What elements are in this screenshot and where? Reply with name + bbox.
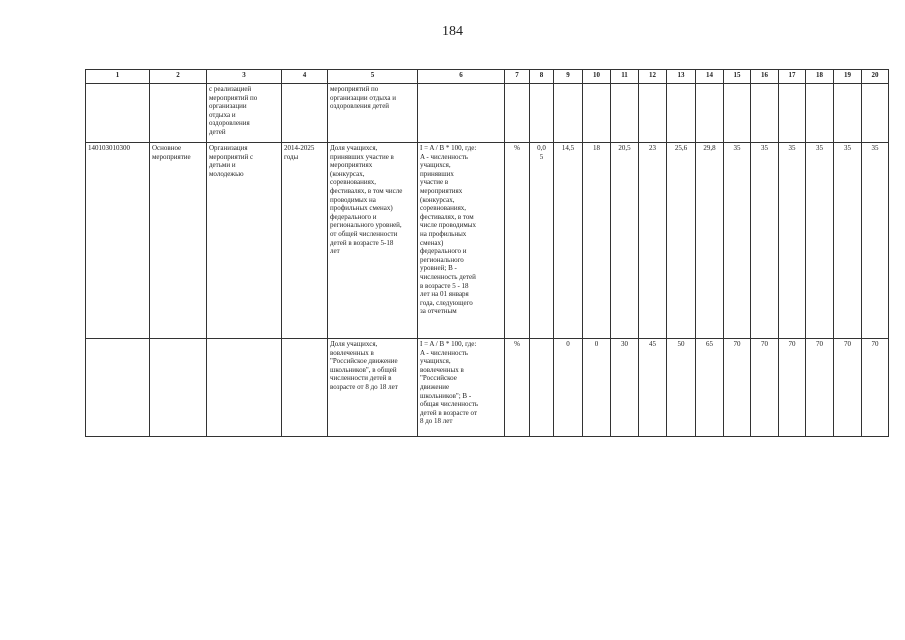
col-header: 15: [724, 70, 751, 84]
cell-value: 70: [724, 339, 751, 437]
cell-code: 14010З010300: [86, 143, 150, 339]
cell-value: 70: [806, 339, 834, 437]
col-header: 3: [207, 70, 282, 84]
col-header: 17: [779, 70, 806, 84]
cell-value: 45: [639, 339, 667, 437]
col-header: 5: [328, 70, 418, 84]
col-header: 9: [554, 70, 583, 84]
cell-value: 35: [779, 143, 806, 339]
cell-value: 30: [611, 339, 639, 437]
cell-value: 18: [583, 143, 611, 339]
col-header: 14: [696, 70, 724, 84]
col-header: 13: [667, 70, 696, 84]
cell-value: 35: [834, 143, 862, 339]
cell-formula: I = A / B * 100, где: A - численность учащихся, принявших участие в мероприятиях (конкурсах, соревнованиях, фестивалях, в том числе проводимых на профильных сменах) федерального и регионального уровней; B - численность детей в возрасте 5 - 18 лет на 01 января года, следующего за отчетным: [418, 143, 505, 339]
cell-period: 2014-2025 годы: [282, 143, 328, 339]
cell-formula: I = A / B * 100, где: A - численность учащихся, вовлеченных в "Российское движение школьников"; B - общая численность детей в возрасте от 8 до 18 лет: [418, 339, 505, 437]
cell-value: 29,8: [696, 143, 724, 339]
col-header: 4: [282, 70, 328, 84]
cell-indicator-cont: мероприятий по организации отдыха и оздоровления детей: [328, 84, 418, 143]
cell-value: 50: [667, 339, 696, 437]
col-header: 19: [834, 70, 862, 84]
col-header: 11: [611, 70, 639, 84]
cell-value: 0: [554, 339, 583, 437]
cell-measure-cont: с реализацией мероприятий по организации отдыха и оздоровления детей: [207, 84, 282, 143]
col-header: 6: [418, 70, 505, 84]
table-row: [86, 143, 889, 339]
cell-value: 35: [751, 143, 779, 339]
indicator-table: [85, 69, 889, 437]
table-row: [86, 339, 889, 437]
cell-measure: Организация мероприятий с детьми и молодежью: [207, 143, 282, 339]
cell-value: 25,6: [667, 143, 696, 339]
cell-indicator: Доля учащихся, принявших участие в мероприятиях (конкурсах, соревнованиях, фестивалях, в том числе проводимых на профильных сменах) федерального и регионального уровней, от общей численности детей в возрасте 5-18 лет: [328, 143, 418, 339]
cell-value: 0: [583, 339, 611, 437]
cell-value: 35: [862, 143, 889, 339]
col-header: 16: [751, 70, 779, 84]
cell-unit: %: [505, 339, 530, 437]
col-header: 8: [530, 70, 554, 84]
cell-value: 70: [862, 339, 889, 437]
col-header: 7: [505, 70, 530, 84]
cell-value: 70: [779, 339, 806, 437]
page-number: 184: [442, 24, 463, 39]
header-row: [86, 70, 889, 84]
cell-value: 35: [806, 143, 834, 339]
col-header: 10: [583, 70, 611, 84]
table-row-continuation: [86, 84, 889, 143]
cell-value: 65: [696, 339, 724, 437]
col-header: 12: [639, 70, 667, 84]
cell-value: 35: [724, 143, 751, 339]
cell-indicator: Доля учащихся, вовлеченных в "Российское движение школьников", в общей численности детей в возрасте от 8 до 18 лет: [328, 339, 418, 437]
cell-value: 70: [834, 339, 862, 437]
cell-value: 14,5: [554, 143, 583, 339]
cell-value: 23: [639, 143, 667, 339]
col-header: 20: [862, 70, 889, 84]
col-header: 18: [806, 70, 834, 84]
cell-unit: %: [505, 143, 530, 339]
cell-type: Основное мероприятие: [150, 143, 207, 339]
col-header: 2: [150, 70, 207, 84]
cell-value: 20,5: [611, 143, 639, 339]
cell-value: 70: [751, 339, 779, 437]
cell-base-value: [530, 339, 554, 437]
cell-base-value: 0,0 5: [530, 143, 554, 339]
col-header: 1: [86, 70, 150, 84]
